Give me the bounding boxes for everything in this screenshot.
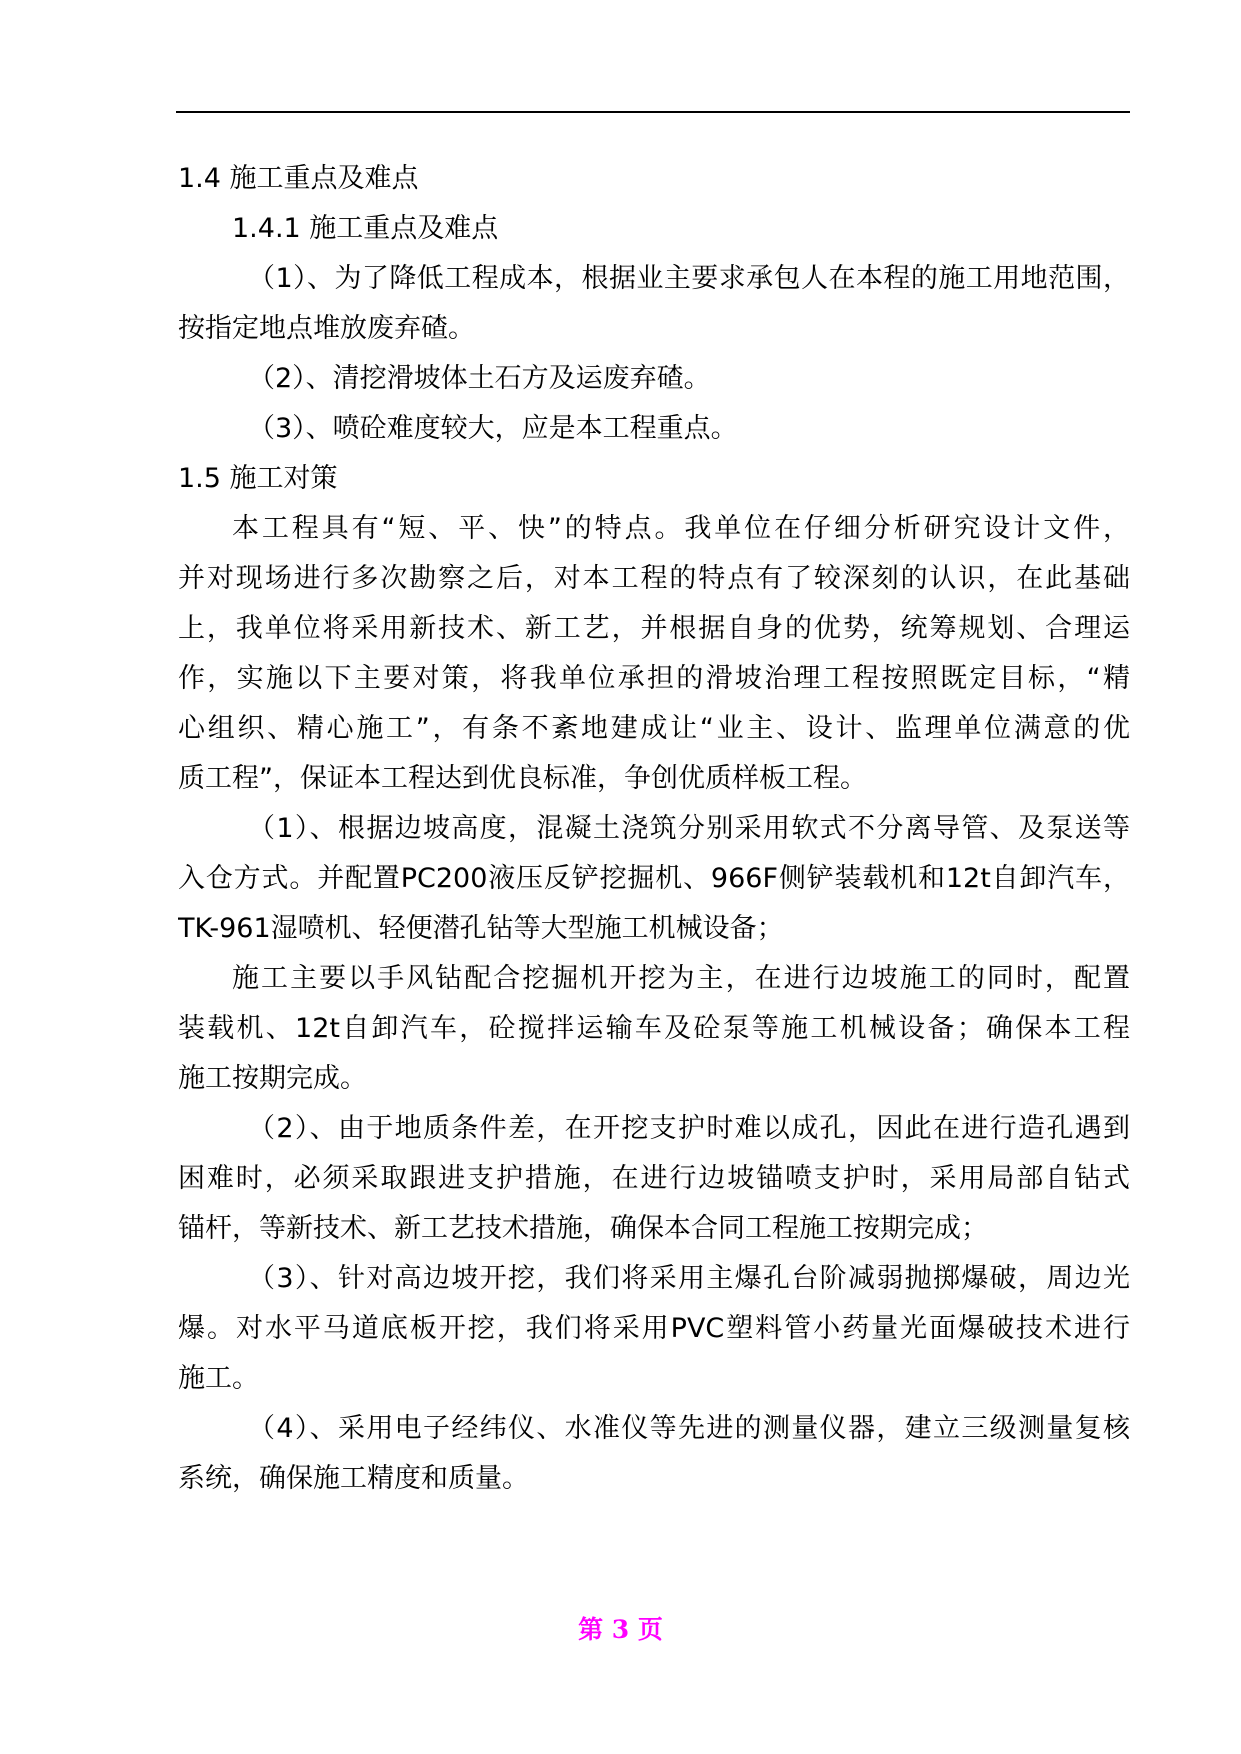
- paragraph-line: （2）、清挖滑坡体土石方及运废弃碴。: [248, 363, 711, 394]
- paragraph-line: （3）、针对高边坡开挖，我们将采用主爆孔台阶减弱抛掷爆破，周边光: [248, 1263, 1130, 1294]
- section-heading-1-5: 1.5 施工对策: [178, 463, 338, 494]
- paragraph-line: 质工程”，保证本工程达到优良标准，争创优质样板工程。: [178, 763, 867, 794]
- paragraph-line: 施工主要以手风钻配合挖掘机开挖为主，在进行边坡施工的同时，配置: [232, 963, 1130, 994]
- paragraph-line: （1）、为了降低工程成本，根据业主要求承包人在本程的施工用地范围，: [248, 263, 1130, 294]
- paragraph-line: （4）、采用电子经纬仪、水准仪等先进的测量仪器，建立三级测量复核: [248, 1413, 1130, 1444]
- paragraph-line: 锚杆，等新技术、新工艺技术措施，确保本合同工程施工按期完成；: [178, 1213, 988, 1244]
- paragraph-line: 入仓方式。并配置PC200液压反铲挖掘机、966F侧铲装载机和12t自卸汽车，: [178, 863, 1130, 894]
- subsection-heading-1-4-1: 1.4.1 施工重点及难点: [232, 213, 499, 244]
- paragraph-line: 本工程具有“短、平、快”的特点。我单位在仔细分析研究设计文件，: [232, 513, 1130, 544]
- header-rule: [176, 111, 1130, 113]
- paragraph-line: 系统，确保施工精度和质量。: [178, 1463, 529, 1494]
- paragraph-line: 施工按期完成。: [178, 1063, 367, 1094]
- paragraph-line: 作，实施以下主要对策，将我单位承担的滑坡治理工程按照既定目标，“精: [178, 663, 1130, 694]
- document-body: [178, 154, 1130, 1504]
- page-number: 第 3 页: [578, 1615, 663, 1644]
- paragraph-line: 并对现场进行多次勘察之后，对本工程的特点有了较深刻的认识，在此基础: [178, 563, 1130, 594]
- paragraph-line: （3）、喷砼难度较大，应是本工程重点。: [248, 413, 738, 444]
- paragraph-line: 上，我单位将采用新技术、新工艺，并根据自身的优势，统筹规划、合理运: [178, 613, 1130, 644]
- paragraph-line: （1）、根据边坡高度，混凝土浇筑分别采用软式不分离导管、及泵送等: [248, 813, 1130, 844]
- paragraph-line: 装载机、12t自卸汽车，砼搅拌运输车及砼泵等施工机械设备；确保本工程: [178, 1013, 1130, 1044]
- section-heading-1-4: 1.4 施工重点及难点: [178, 163, 419, 194]
- paragraph-line: 施工。: [178, 1363, 259, 1394]
- paragraph-line: 心组织、精心施工”，有条不紊地建成让“业主、设计、监理单位满意的优: [178, 713, 1130, 744]
- paragraph-line: 困难时，必须采取跟进支护措施，在进行边坡锚喷支护时，采用局部自钻式: [178, 1163, 1130, 1194]
- paragraph-line: TK-961湿喷机、轻便潜孔钻等大型施工机械设备；: [178, 913, 784, 944]
- paragraph-line: （2）、由于地质条件差，在开挖支护时难以成孔，因此在进行造孔遇到: [248, 1113, 1130, 1144]
- paragraph-line: 爆。对水平马道底板开挖，我们将采用PVC塑料管小药量光面爆破技术进行: [178, 1313, 1130, 1344]
- paragraph-line: 按指定地点堆放废弃碴。: [178, 313, 475, 344]
